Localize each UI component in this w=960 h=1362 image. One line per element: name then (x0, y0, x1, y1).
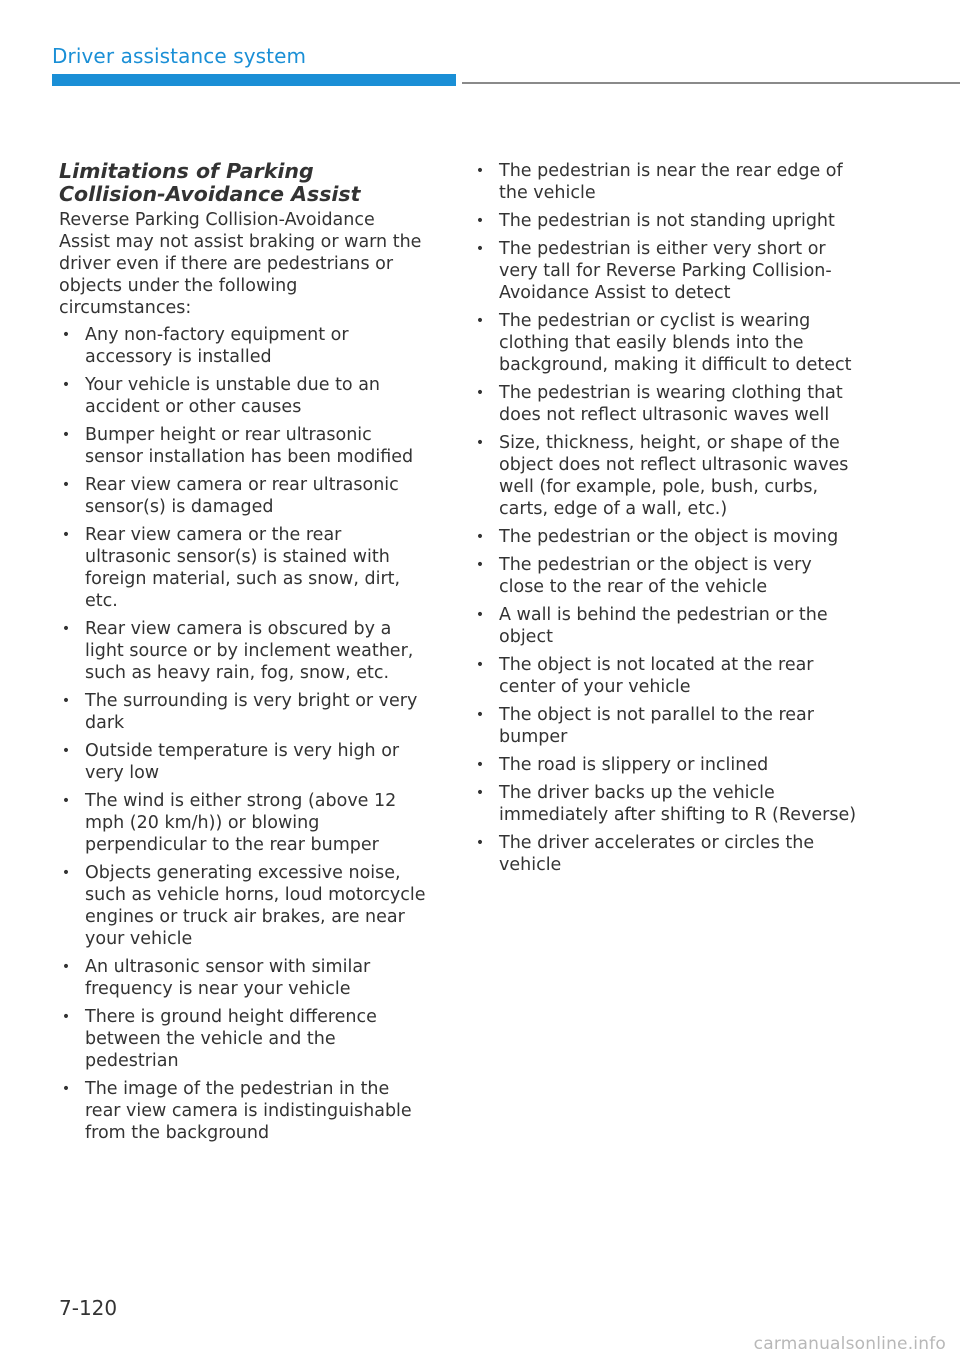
list-item (59, 474, 427, 518)
bullet-glyph: • (61, 1009, 71, 1025)
list-item (473, 210, 857, 232)
list-item (473, 832, 857, 876)
bullet-glyph: • (61, 865, 71, 881)
bullet-glyph: • (475, 435, 485, 451)
list-item-text: Objects generating excessive noise, such as vehicle horns, loud motorcycle engines or truck air brakes, are near your vehicle (85, 863, 426, 949)
list-item (59, 374, 427, 418)
list-item (59, 618, 427, 684)
list-item-text: The road is slippery or inclined (499, 755, 769, 775)
bullet-glyph: • (475, 657, 485, 673)
left-column (59, 160, 427, 1150)
bullet-glyph: • (475, 213, 485, 229)
list-item-text: The object is not parallel to the rear bumper (499, 705, 814, 747)
list-item (59, 324, 427, 368)
list-item (473, 160, 857, 204)
list-item (59, 1006, 427, 1072)
right-bullet-list (473, 160, 857, 876)
list-item (59, 956, 427, 1000)
list-item (473, 526, 857, 548)
list-item-text: The pedestrian or the object is very close to the rear of the vehicle (499, 555, 812, 597)
bullet-glyph: • (475, 241, 485, 257)
bullet-glyph: • (475, 557, 485, 573)
list-item (59, 424, 427, 468)
bullet-glyph: • (61, 427, 71, 443)
bullet-glyph: • (475, 385, 485, 401)
list-item-text: Any non-factory equipment or accessory is installed (85, 325, 349, 367)
bullet-glyph: • (475, 707, 485, 723)
bullet-glyph: • (61, 377, 71, 393)
bullet-glyph: • (61, 793, 71, 809)
list-item (59, 790, 427, 856)
list-item-text: The pedestrian is not standing upright (499, 211, 835, 231)
left-bullet-list (59, 324, 427, 1144)
list-item-text: The pedestrian is wearing clothing that does not reflect ultrasonic waves well (499, 383, 843, 425)
list-item-text: Your vehicle is unstable due to an accident or other causes (85, 375, 381, 417)
list-item (59, 524, 427, 612)
list-item-text: The surrounding is very bright or very dark (85, 691, 418, 733)
list-item-text: The pedestrian or the object is moving (499, 527, 839, 547)
header-divider (462, 82, 960, 84)
bullet-glyph: • (61, 743, 71, 759)
list-item (59, 862, 427, 950)
list-item (473, 382, 857, 426)
section-intro: Reverse Parking Collision-Avoidance Assist may not assist braking or warn the driver even if there are pedestrians or objects under the following circumstances: (59, 210, 422, 318)
list-item-text: The driver accelerates or circles the vehicle (499, 833, 815, 875)
bullet-glyph: • (61, 1081, 71, 1097)
bullet-glyph: • (475, 757, 485, 773)
bullet-glyph: • (475, 313, 485, 329)
list-item-text: The driver backs up the vehicle immediately after shifting to R (Reverse) (499, 783, 857, 825)
list-item-text: An ultrasonic sensor with similar frequency is near your vehicle (85, 957, 371, 999)
list-item-text: The pedestrian or cyclist is wearing clothing that easily blends into the background, making it difficult to detect (499, 311, 852, 375)
bullet-glyph: • (61, 959, 71, 975)
list-item (473, 310, 857, 376)
right-column (473, 160, 857, 882)
header-accent-bar (52, 74, 456, 86)
list-item (473, 604, 857, 648)
list-item (473, 238, 857, 304)
bullet-glyph: • (475, 163, 485, 179)
list-item-text: Outside temperature is very high or very low (85, 741, 400, 783)
list-item-text: Rear view camera or rear ultrasonic sensor(s) is damaged (85, 475, 399, 517)
list-item-text: The pedestrian is either very short or very tall for Reverse Parking Collision-Avoidance Assist to detect (499, 239, 832, 303)
list-item-text: The wind is either strong (above 12 mph (20 km/h)) or blowing perpendicular to the rear bumper (85, 791, 397, 855)
list-item-text: There is ground height difference between the vehicle and the pedestrian (85, 1007, 377, 1071)
chapter-title: Driver assistance system (52, 44, 307, 68)
list-item (59, 690, 427, 734)
list-item (473, 704, 857, 748)
bullet-glyph: • (475, 529, 485, 545)
bullet-glyph: • (61, 327, 71, 343)
bullet-glyph: • (61, 621, 71, 637)
list-item-text: A wall is behind the pedestrian or the object (499, 605, 828, 647)
bullet-glyph: • (475, 785, 485, 801)
section-heading: Limitations of Parking Collision-Avoidance Assist (59, 159, 361, 206)
bullet-glyph: • (61, 693, 71, 709)
list-item-text: Size, thickness, height, or shape of the object does not reflect ultrasonic waves well (for example, pole, bush, curbs, carts, edge of a wall, etc.) (499, 433, 849, 519)
bullet-glyph: • (475, 835, 485, 851)
list-item-text: The image of the pedestrian in the rear view camera is indistinguishable from the background (85, 1079, 412, 1143)
list-item-text: The object is not located at the rear center of your vehicle (499, 655, 814, 697)
list-item-text: The pedestrian is near the rear edge of the vehicle (499, 161, 843, 203)
watermark: carmanualsonline.info (753, 1334, 946, 1354)
list-item (473, 782, 857, 826)
bullet-glyph: • (475, 607, 485, 623)
list-item (473, 754, 857, 776)
list-item-text: Bumper height or rear ultrasonic sensor installation has been modified (85, 425, 414, 467)
list-item (473, 554, 857, 598)
list-item (59, 1078, 427, 1144)
list-item-text: Rear view camera is obscured by a light source or by inclement weather, such as heavy rain, fog, snow, etc. (85, 619, 414, 683)
page-number: 7-120 (59, 1296, 118, 1320)
list-item-text: Rear view camera or the rear ultrasonic sensor(s) is stained with foreign material, such as snow, dirt, etc. (85, 525, 401, 611)
bullet-glyph: • (61, 477, 71, 493)
list-item (473, 654, 857, 698)
list-item (473, 432, 857, 520)
bullet-glyph: • (61, 527, 71, 543)
list-item (59, 740, 427, 784)
